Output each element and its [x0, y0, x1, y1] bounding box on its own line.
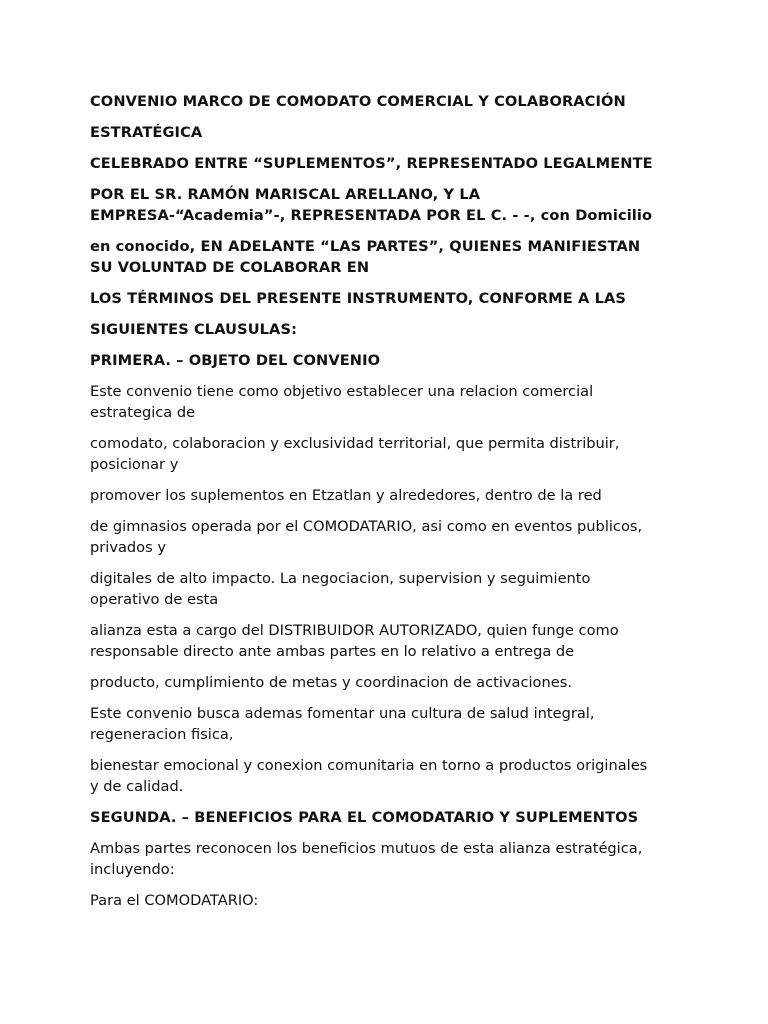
text-line: y de calidad. [90, 778, 184, 795]
text-line: Para el COMODATARIO: [90, 892, 259, 909]
text-line: LOS TÉRMINOS DEL PRESENTE INSTRUMENTO, CONFORME A LAS [90, 290, 627, 307]
text-line: alianza esta a cargo del DISTRIBUIDOR AUTORIZADO, quien funge como [90, 622, 619, 639]
body-paragraph [90, 620, 675, 662]
body-paragraph [90, 672, 675, 693]
text-line: CONVENIO MARCO DE COMODATO COMERCIAL Y COLABORACIÓN [90, 93, 626, 110]
text-line: SU VOLUNTAD DE COLABORAR EN [90, 259, 370, 276]
body-paragraph [90, 433, 675, 475]
preamble-paragraph [90, 153, 675, 174]
text-line: promover los suplementos en Etzatlan y alrededores, dentro de la red [90, 487, 602, 504]
text-line: privados y [90, 539, 166, 556]
preamble-paragraph [90, 236, 675, 278]
text-line: ESTRATÉGICA [90, 124, 203, 141]
text-line: Ambas partes reconocen los beneficios mutuos de esta alianza estratégica, [90, 840, 643, 857]
preamble-paragraph [90, 184, 675, 226]
text-line: CELEBRADO ENTRE “SUPLEMENTOS”, REPRESENTADO LEGALMENTE [90, 155, 653, 172]
body-paragraph [90, 703, 675, 745]
text-line: PRIMERA. – OBJETO DEL CONVENIO [90, 352, 381, 369]
text-line: comodato, colaboracion y exclusividad territorial, que permita distribuir, [90, 435, 620, 452]
text-line: regeneracion fisica, [90, 726, 234, 743]
text-line: producto, cumplimiento de metas y coordinacion de activaciones. [90, 674, 572, 691]
text-line: en conocido, EN ADELANTE “LAS PARTES”, QUIENES MANIFIESTAN [90, 238, 641, 255]
text-line: Este convenio tiene como objetivo establecer una relacion comercial [90, 383, 594, 400]
text-line: EMPRESA-“Academia”-, REPRESENTADA POR EL C. - -, con Domicilio [90, 207, 653, 224]
text-line: bienestar emocional y conexion comunitaria en torno a productos originales [90, 757, 648, 774]
text-line: POR EL SR. RAMÓN MARISCAL ARELLANO, Y LA [90, 186, 481, 203]
body-paragraph [90, 516, 675, 558]
text-line: incluyendo: [90, 861, 175, 878]
text-line: responsable directo ante ambas partes en lo relativo a entrega de [90, 643, 575, 660]
text-line: estrategica de [90, 404, 196, 421]
preamble-paragraph [90, 319, 675, 340]
document-title-line-2 [90, 122, 675, 143]
text-line: operativo de esta [90, 591, 219, 608]
body-paragraph [90, 755, 675, 797]
text-line: SIGUIENTES CLAUSULAS: [90, 321, 298, 338]
body-paragraph [90, 890, 675, 911]
clause-heading-primera [90, 350, 675, 371]
clause-heading-segunda [90, 807, 675, 828]
body-paragraph [90, 838, 675, 880]
text-line: SEGUNDA. – BENEFICIOS PARA EL COMODATARIO Y SUPLEMENTOS [90, 809, 639, 826]
body-paragraph [90, 381, 675, 423]
body-paragraph [90, 485, 675, 506]
text-line: posicionar y [90, 456, 179, 473]
document-page [90, 91, 675, 921]
document-title-line-1 [90, 91, 675, 112]
text-line: de gimnasios operada por el COMODATARIO, asi como en eventos publicos, [90, 518, 643, 535]
preamble-paragraph [90, 288, 675, 309]
body-paragraph [90, 568, 675, 610]
text-line: Este convenio busca ademas fomentar una cultura de salud integral, [90, 705, 595, 722]
text-line: digitales de alto impacto. La negociacion, supervision y seguimiento [90, 570, 591, 587]
